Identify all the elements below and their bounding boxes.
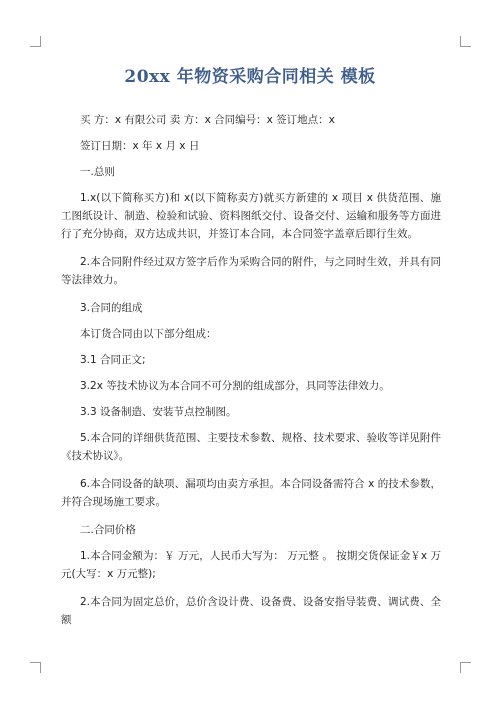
parties-line: 买 方：x 有限公司 卖 方：x 合同编号：x 签订地点：x [80, 114, 335, 126]
corner-mark-bottom-right [460, 662, 471, 673]
clause-item: 3.2x 等技术协议为本合同不可分割的组成部分，具同等法律效力。 [80, 380, 390, 392]
clause-paragraph: 2.本合同附件经过双方签字后作为采购合同的附件，与之同时生效，并具有同等法律效力。 [61, 256, 441, 286]
section-heading: 二.合同价格 [80, 524, 136, 536]
signing-date: 签订日期：x 年 x 月 x 日 [80, 140, 200, 152]
clause-paragraph: 1.x(以下简称买方)和 x(以下简称卖方)就买方新建的 x 项目 x 供货范围、施工图纸设计、制造、检验和试验、资料图纸交付、设备交付、运输和服务等方面进行了充分协商，双方达成共识，并签订本合同，本合同签字盖章后即行生效。 [61, 192, 441, 240]
section-heading: 一.总则 [80, 166, 115, 178]
clause-paragraph: 2.本合同为固定总价，总价含设计费、设备费、设备安指导装费、调试费、全额 [61, 596, 441, 626]
corner-mark-top-right [460, 36, 471, 47]
clause-item: 3.3 设备制造、安装节点控制图。 [80, 406, 237, 418]
clause-paragraph: 6.本合同设备的缺项、漏项均由卖方承担。本合同设备需符合 x 的技术参数，并符合现场施工要求。 [61, 478, 441, 508]
clause-item: 3.1 合同正文; [80, 354, 146, 366]
corner-mark-top-left [30, 36, 41, 47]
corner-mark-bottom-left [30, 662, 41, 673]
clause-paragraph: 本订货合同由以下部分组成： [80, 328, 217, 340]
document-body [61, 111, 441, 637]
clause-paragraph: 1.本合同金额为：￥ 万元，人民币大写为： 万元整 。 按期交货保证金￥x 万元(大写：x 万元整); [61, 550, 441, 580]
document-title: 20xx 年物资采购合同相关 模板 [124, 67, 376, 87]
clause-paragraph: 5.本合同的详细供货范围、主要技术参数、规格、技术要求、验收等详见附件《技术协议》。 [61, 432, 441, 462]
clause-heading: 3.合同的组成 [80, 302, 143, 314]
